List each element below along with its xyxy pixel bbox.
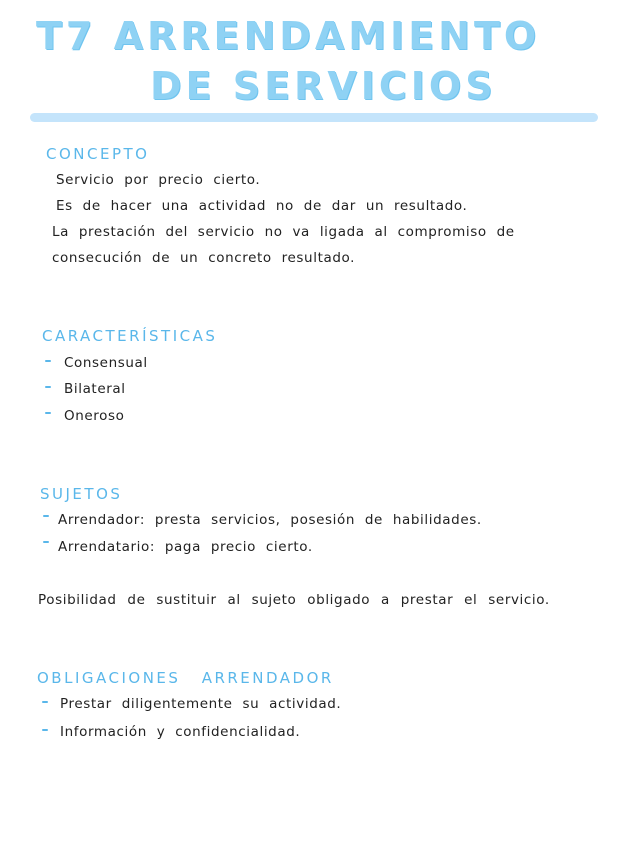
page-title-line-2: DE SERVICIOS xyxy=(150,64,497,108)
bullet-dash xyxy=(42,729,48,731)
sujeto-term: Arrendador xyxy=(58,512,140,528)
title-underline-bar xyxy=(30,113,598,122)
bullet-dash xyxy=(43,541,49,543)
obligacion-item: Información y confidencialidad. xyxy=(60,724,301,740)
bullet-dash xyxy=(45,412,51,414)
concepto-line: La prestación del servicio no va ligada al compromiso de xyxy=(52,224,515,240)
sujeto-description: : presta servicios, posesión de habilidades. xyxy=(139,512,482,528)
list-item: Bilateral xyxy=(64,381,126,397)
bullet-dash xyxy=(45,386,51,388)
sujeto-item xyxy=(58,539,313,555)
obligaciones-heading: OBLIGACIONES ARRENDADOR xyxy=(37,669,334,687)
sujeto-term: Arrendatario xyxy=(58,539,150,555)
concepto-line: Servicio por precio cierto. xyxy=(56,172,261,188)
sujeto-item xyxy=(58,512,482,528)
bullet-dash xyxy=(42,701,48,703)
sujetos-note: Posibilidad de sustituir al sujeto obligado a prestar el servicio. xyxy=(38,592,550,608)
caracteristicas-heading: CARACTERÍSTICAS xyxy=(42,327,218,345)
bullet-dash xyxy=(43,515,49,517)
concepto-heading: CONCEPTO xyxy=(46,145,150,163)
bullet-dash xyxy=(45,360,51,362)
concepto-line: consecución de un concreto resultado. xyxy=(52,250,356,266)
page-title-line-1: T7 ARRENDAMIENTO xyxy=(36,14,541,58)
sujetos-heading: SUJETOS xyxy=(40,485,123,503)
obligacion-item: Prestar diligentemente su actividad. xyxy=(60,696,342,712)
sujeto-description: : paga precio cierto. xyxy=(149,539,313,555)
list-item: Consensual xyxy=(64,355,148,371)
concepto-line: Es de hacer una actividad no de dar un resultado. xyxy=(56,198,468,214)
list-item: Oneroso xyxy=(64,408,125,424)
